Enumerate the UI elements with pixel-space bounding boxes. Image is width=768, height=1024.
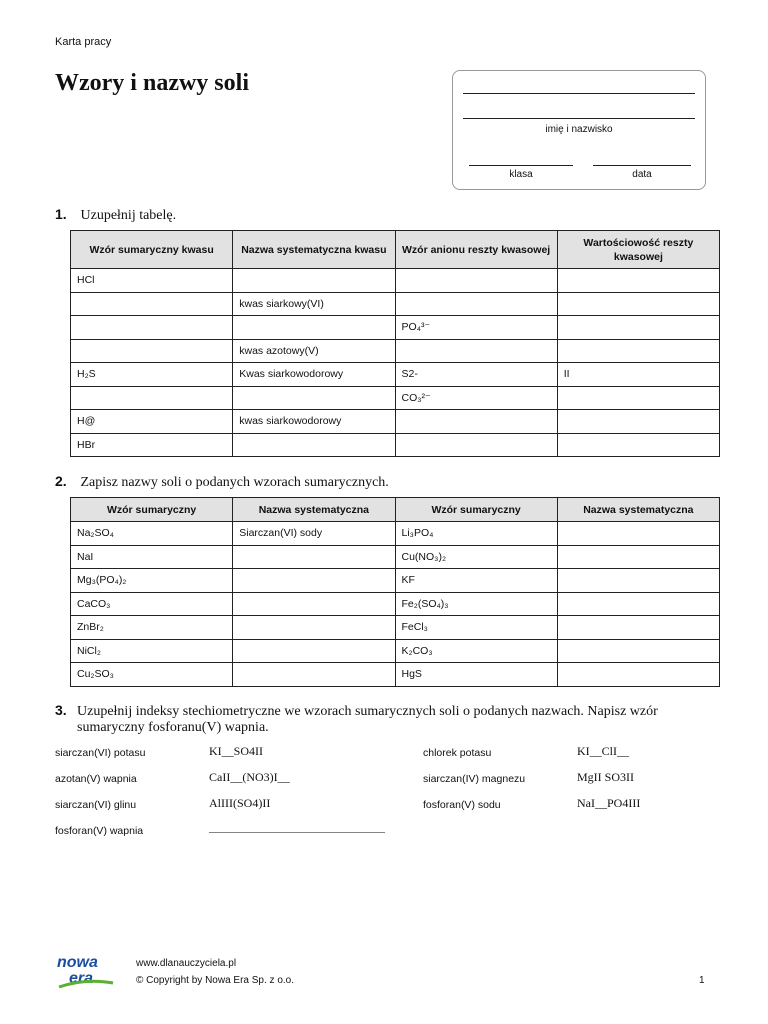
table-cell[interactable]: S2- — [395, 363, 557, 387]
task3-number: 3. — [55, 702, 67, 718]
table-cell[interactable] — [71, 292, 233, 316]
table-cell[interactable] — [557, 433, 719, 457]
table-cell[interactable]: Na₂SO₄ — [71, 522, 233, 546]
table-cell[interactable]: H₂S — [71, 363, 233, 387]
table-cell[interactable]: HCl — [71, 269, 233, 293]
table-row — [71, 292, 720, 316]
salt-formula[interactable]: AlIII(SO4)II — [209, 796, 271, 810]
salt-formula[interactable]: KI__SO4II — [209, 744, 263, 758]
table-cell[interactable]: Cu₂SO₃ — [71, 663, 233, 687]
table-cell[interactable] — [233, 269, 395, 293]
table-cell[interactable]: K₂CO₃ — [395, 639, 557, 663]
table-row — [71, 316, 720, 340]
table-cell[interactable] — [233, 569, 395, 593]
table-cell[interactable]: NaI — [71, 545, 233, 569]
table-cell[interactable]: HBr — [71, 433, 233, 457]
table-row — [71, 522, 720, 546]
nowa-era-logo — [55, 950, 119, 990]
table-cell[interactable]: Mg₃(PO₄)₂ — [71, 569, 233, 593]
table-cell[interactable]: ZnBr₂ — [71, 616, 233, 640]
task1-heading — [55, 206, 176, 224]
name-caption: imię i nazwisko — [545, 124, 613, 135]
table-cell[interactable] — [395, 269, 557, 293]
table-row — [71, 363, 720, 387]
table-row — [71, 410, 720, 434]
table-cell[interactable] — [233, 433, 395, 457]
footer-website[interactable]: www.dlanauczyciela.pl — [136, 958, 237, 969]
table-cell[interactable]: kwas azotowy(V) — [233, 339, 395, 363]
table-cell[interactable] — [557, 269, 719, 293]
table-header: Wzór sumaryczny — [71, 498, 233, 522]
footer-copyright: © Copyright by Nowa Era Sp. z o.o. — [136, 975, 294, 986]
table-row — [71, 339, 720, 363]
page-number: 1 — [699, 975, 705, 986]
table-cell[interactable] — [233, 386, 395, 410]
table-header: Wzór sumaryczny kwasu — [71, 231, 233, 269]
table-row — [71, 592, 720, 616]
name-box — [452, 70, 706, 190]
table-cell[interactable] — [233, 592, 395, 616]
date-caption: data — [632, 169, 652, 180]
table-cell[interactable]: Kwas siarkowodorowy — [233, 363, 395, 387]
table-cell[interactable]: CaCO₃ — [71, 592, 233, 616]
table-cell[interactable] — [395, 410, 557, 434]
table-cell[interactable] — [71, 339, 233, 363]
salt-formula[interactable]: MgII SO3II — [577, 770, 634, 784]
table-cell[interactable] — [557, 639, 719, 663]
header-label: Karta pracy — [55, 36, 112, 48]
table-header: Nazwa systematyczna — [557, 498, 719, 522]
table-cell[interactable]: kwas siarkowy(VI) — [233, 292, 395, 316]
task1-number: 1. — [55, 206, 67, 222]
table-cell[interactable] — [557, 292, 719, 316]
salt-name: siarczan(VI) glinu — [55, 799, 137, 811]
table-cell[interactable] — [71, 386, 233, 410]
table-cell[interactable]: HgS — [395, 663, 557, 687]
table-cell[interactable] — [557, 410, 719, 434]
table-cell[interactable] — [233, 616, 395, 640]
acids-table — [70, 230, 720, 457]
task2-heading — [55, 473, 389, 491]
table-cell[interactable] — [71, 316, 233, 340]
logo-text-top: nowa — [57, 954, 98, 971]
table-header: Nazwa systematyczna — [233, 498, 395, 522]
table-cell[interactable] — [557, 569, 719, 593]
table-row — [71, 386, 720, 410]
table-row — [71, 569, 720, 593]
name-line-2[interactable] — [463, 118, 695, 119]
table-cell[interactable] — [233, 639, 395, 663]
table-cell[interactable]: H@ — [71, 410, 233, 434]
table-cell[interactable] — [557, 522, 719, 546]
task3-instruction-line2: sumaryczny fosforanu(V) wapnia. — [77, 720, 269, 735]
task2-instruction: Zapisz nazwy soli o podanych wzorach sumarycznych. — [80, 475, 389, 490]
task3-instruction-line1: Uzupełnij indeksy stechiometryczne we wzorach sumarycznych soli o podanych nazwach. Napisz wzór — [77, 704, 658, 719]
task1-instruction: Uzupełnij tabelę. — [80, 208, 177, 223]
salt-name: siarczan(VI) potasu — [55, 747, 146, 759]
table-row — [71, 433, 720, 457]
table-cell[interactable]: NiCl₂ — [71, 639, 233, 663]
table-cell[interactable] — [557, 663, 719, 687]
salt-name: fosforan(V) sodu — [423, 799, 501, 811]
table-header: Wzór sumaryczny — [395, 498, 557, 522]
salt-name: chlorek potasu — [423, 747, 492, 759]
table-row — [71, 545, 720, 569]
date-line[interactable] — [593, 165, 691, 166]
logo-icon — [55, 950, 119, 990]
table-cell[interactable] — [557, 592, 719, 616]
table-cell[interactable] — [557, 545, 719, 569]
salt-formula[interactable]: KI__ClI__ — [577, 744, 629, 758]
table-row — [71, 616, 720, 640]
table-cell[interactable] — [233, 663, 395, 687]
table-cell[interactable]: Fe₂(SO₄)₃ — [395, 592, 557, 616]
answer-line[interactable]: ________________________________ — [209, 822, 385, 834]
table-cell[interactable]: II — [557, 363, 719, 387]
task3-heading — [55, 702, 658, 736]
table-row — [71, 663, 720, 687]
name-line-1[interactable] — [463, 93, 695, 94]
table-cell[interactable] — [395, 292, 557, 316]
table-header: Nazwa systematyczna kwasu — [233, 231, 395, 269]
table-cell[interactable] — [557, 616, 719, 640]
salt-name: siarczan(IV) magnezu — [423, 773, 526, 785]
salt-formula[interactable]: CaII__(NO3)I__ — [209, 770, 290, 784]
table-header: Wzór anionu reszty kwasowej — [395, 231, 557, 269]
table-cell[interactable] — [395, 433, 557, 457]
table-cell[interactable]: PO₄³⁻ — [395, 316, 557, 340]
table-row — [71, 269, 720, 293]
table-cell[interactable]: Cu(NO₃)₂ — [395, 545, 557, 569]
table-cell[interactable] — [395, 339, 557, 363]
table-cell[interactable] — [557, 386, 719, 410]
salt-name: azotan(V) wapnia — [55, 773, 137, 785]
class-caption: klasa — [509, 169, 533, 180]
table-cell[interactable] — [233, 545, 395, 569]
logo-text-bottom: era — [69, 970, 94, 987]
table-cell[interactable]: KF — [395, 569, 557, 593]
table-cell[interactable]: Siarczan(VI) sody — [233, 522, 395, 546]
salt-name: fosforan(V) wapnia — [55, 825, 144, 837]
salt-formula[interactable]: NaI__PO4III — [577, 796, 641, 810]
table-cell[interactable] — [557, 339, 719, 363]
table-cell[interactable]: CO₃²⁻ — [395, 386, 557, 410]
table-cell[interactable]: kwas siarkowodorowy — [233, 410, 395, 434]
table-row — [71, 639, 720, 663]
table-cell[interactable] — [233, 316, 395, 340]
class-line[interactable] — [469, 165, 573, 166]
page-title: Wzory i nazwy soli — [55, 70, 249, 96]
table-header: Wartościowość reszty kwasowej — [557, 231, 719, 269]
salts-table — [70, 497, 720, 687]
table-cell[interactable]: Li₃PO₄ — [395, 522, 557, 546]
task2-number: 2. — [55, 473, 67, 489]
table-cell[interactable] — [557, 316, 719, 340]
table-cell[interactable]: FeCl₃ — [395, 616, 557, 640]
